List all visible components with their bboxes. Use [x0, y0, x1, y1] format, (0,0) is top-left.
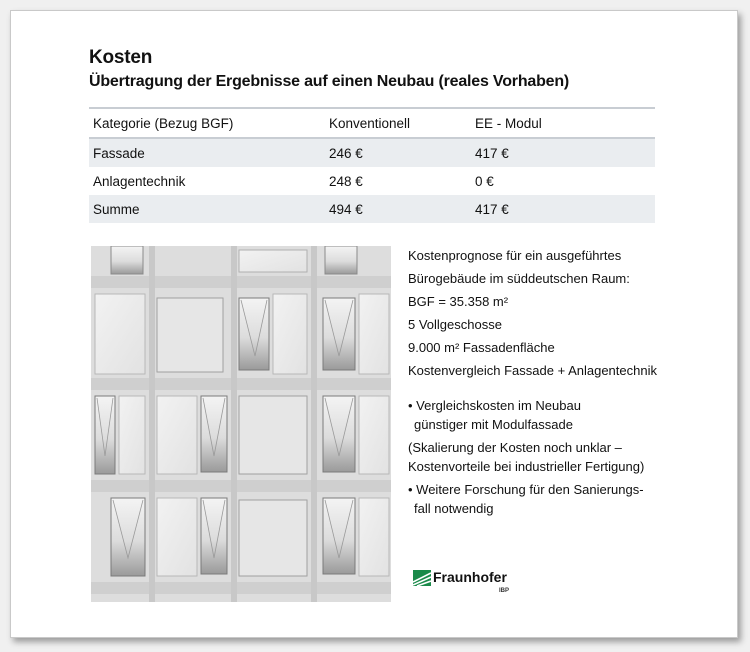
note-line: Kostenvorteile bei industrieller Fertigung) [408, 459, 645, 474]
bullet-line: fall notwendig [414, 501, 494, 516]
cell-category: Anlagentechnik [93, 173, 186, 189]
bullet-line: • Weitere Forschung für den Sanierungs- [408, 482, 644, 497]
fact-line: Bürogebäude im süddeutschen Raum: [408, 271, 630, 286]
bullet-line: günstiger mit Modulfassade [414, 417, 573, 432]
cell-ee-module: 417 € [471, 195, 655, 223]
cell-conventional: 246 € [325, 138, 471, 167]
bullet-comparison-costs [408, 396, 728, 434]
note-line: (Skalierung der Kosten noch unklar – [408, 440, 622, 455]
slide [10, 10, 738, 638]
fact-comparison: Kostenvergleich Fassade + Anlagentechnik [408, 363, 657, 378]
logo-name: Fraunhofer [433, 569, 507, 585]
cell-category: Summe [89, 195, 325, 223]
fraunhofer-logo [413, 567, 523, 601]
cell-conventional: 494 € [325, 195, 471, 223]
fact-bgf: BGF = 35.358 m² [408, 294, 509, 309]
cell-ee-module: 417 € [471, 138, 655, 167]
facts-panel [408, 244, 728, 522]
facade-render-image [91, 246, 391, 602]
table-row [89, 138, 655, 167]
header-category: Kategorie (Bezug BGF) [89, 108, 325, 138]
header-conventional: Konventionell [325, 108, 471, 138]
bullet-line: • Vergleichskosten im Neubau [408, 398, 581, 413]
cell-ee-module: 0 € [475, 173, 494, 189]
table-row [89, 195, 655, 223]
cell-category: Fassade [89, 138, 325, 167]
cell-conventional: 248 € [329, 173, 363, 189]
cost-table [89, 107, 655, 223]
page-title: Kosten [89, 47, 153, 68]
bullet-further-research [408, 480, 728, 518]
header-ee-module: EE - Modul [471, 108, 655, 138]
fraunhofer-mark-icon [413, 570, 431, 586]
table-row [89, 167, 655, 195]
logo-institute: IBP [499, 588, 510, 594]
table-header-row [89, 108, 655, 138]
page-subtitle: Übertragung der Ergebnisse auf einen Neubau (reales Vorhaben) [89, 73, 570, 90]
note-scaling [408, 438, 728, 476]
fact-facade-area: 9.000 m² Fassadenfläche [408, 340, 555, 355]
fact-line: Kostenprognose für ein ausgeführtes [408, 248, 622, 263]
fact-floors: 5 Vollgeschosse [408, 317, 502, 332]
